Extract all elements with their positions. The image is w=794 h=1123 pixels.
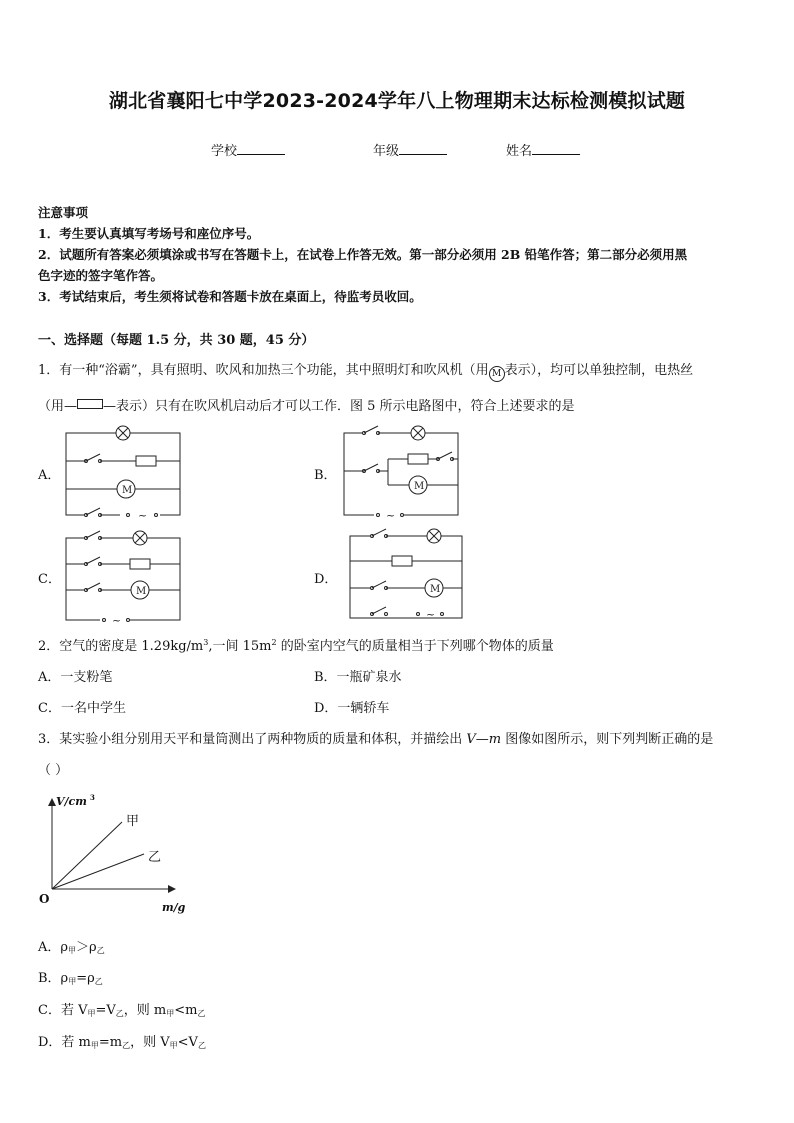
motor-label: M	[430, 584, 441, 595]
line-yi-label: 乙	[148, 850, 162, 865]
grade-blank[interactable]	[399, 142, 447, 155]
name-label: 姓名	[506, 144, 533, 159]
circuit-diagram-b	[338, 425, 468, 525]
q3-option-b[interactable]: B．$\rho_甲=\rho_乙$	[38, 971, 103, 986]
grade-field[interactable]	[373, 140, 447, 159]
circuit-diagram-c	[60, 530, 190, 630]
q3-option-a[interactable]: A．$\rho_甲>\rho_乙$	[38, 940, 105, 955]
q1-text-b: 表示），均可以单独控制，电热丝	[504, 363, 694, 378]
q3-paren: （ ）	[38, 763, 69, 778]
q2-text-b: ,一间 15m	[208, 639, 272, 654]
origin-label: O	[39, 892, 50, 906]
q2-sup1: 3	[203, 638, 209, 647]
line-jia	[52, 822, 122, 889]
resistor-symbol-inline	[77, 399, 103, 409]
note-item: 3．考试结束后，考生须将试卷和答题卡放在桌面上，待监考员收回。	[38, 289, 422, 304]
q3-vm: V—m	[466, 732, 502, 747]
circuit-diagram-d	[342, 528, 472, 624]
note-item: 1．考生要认真填写考场号和座位序号。	[38, 226, 260, 241]
notes-heading: 注意事项	[38, 205, 89, 220]
q3-option-d[interactable]: D．若 $m_甲=m_乙$，则 $V_甲<V_乙$	[38, 1035, 206, 1050]
q3-stem	[38, 728, 713, 747]
q2-text-c: 的卧室内空气的质量相当于下列哪个物体的质量	[276, 639, 554, 654]
school-blank[interactable]	[237, 142, 285, 155]
grade-label: 年级	[373, 144, 400, 159]
ac-source-label: ~	[112, 614, 122, 627]
line-jia-label: 甲	[126, 814, 140, 829]
q2-option-a[interactable]: A．一支粉笔	[38, 670, 113, 685]
motor-symbol-inline: M	[489, 366, 505, 382]
name-field[interactable]	[506, 140, 580, 159]
note-item: 2．试题所有答案必须填涂或书写在答题卡上，在试卷上作答无效。第一部分必须用 2B 铅笔作答；第二部分必须用黑	[38, 247, 688, 262]
q2-sup2: 2	[271, 638, 277, 647]
name-blank[interactable]	[532, 142, 580, 155]
line-yi	[52, 854, 144, 889]
motor-label: M	[136, 586, 147, 597]
y-axis-sup: 3	[90, 793, 95, 802]
page-title: 湖北省襄阳七中学2023-2024学年八上物理期末达标检测模拟试题	[108, 90, 686, 112]
y-axis-label: V/cm	[56, 795, 87, 808]
q2-option-c[interactable]: C．一名中学生	[38, 701, 126, 716]
q3-text-b: 图像如图所示，则下列判断正确的是	[501, 732, 714, 747]
q3-text-a: 3．某实验小组分别用天平和量筒测出了两种物质的质量和体积，并描绘出	[38, 732, 467, 747]
q1-text-d: —表示）只有在吹风机启动后才可以工作．图 5 所示电路图中，符合上述要求的是	[103, 399, 575, 414]
school-label: 学校	[211, 144, 238, 159]
q1-text-a: 1．有一种“浴霸”，具有照明、吹风和加热三个功能，其中照明灯和吹风机（用	[38, 363, 489, 378]
motor-label: M	[122, 485, 133, 496]
q1-option-b[interactable]: B．	[314, 468, 337, 483]
q1-line1	[38, 359, 693, 382]
ac-source-label: ~	[386, 509, 396, 522]
ac-source-label: ~	[138, 509, 148, 522]
x-axis-label: m/g	[162, 901, 186, 914]
circuit-diagram-a	[60, 425, 190, 525]
note-item: 色字迹的签字笔作答。	[38, 268, 164, 283]
vm-graph	[36, 792, 196, 917]
q3-option-c[interactable]: C．若 $V_甲=V_乙$，则 $m_甲<m_乙$	[38, 1003, 206, 1018]
q2-option-b[interactable]: B．一瓶矿泉水	[314, 670, 402, 685]
q2-option-d[interactable]: D．一辆轿车	[314, 701, 390, 716]
school-field[interactable]	[211, 140, 285, 159]
q1-text-c: （用—	[38, 399, 78, 414]
q1-line2	[38, 395, 575, 414]
q2-text-a: 2．空气的密度是 1.29kg/m	[38, 639, 204, 654]
q2-stem	[38, 635, 554, 654]
q1-option-c[interactable]: C．	[38, 572, 61, 587]
q1-option-d[interactable]: D．	[314, 572, 338, 587]
q1-option-a[interactable]: A．	[38, 468, 61, 483]
ac-source-label: ~	[426, 608, 436, 621]
section-heading: 一、选择题（每题 1.5 分，共 30 题，45 分）	[38, 333, 315, 348]
motor-label: M	[414, 481, 425, 492]
